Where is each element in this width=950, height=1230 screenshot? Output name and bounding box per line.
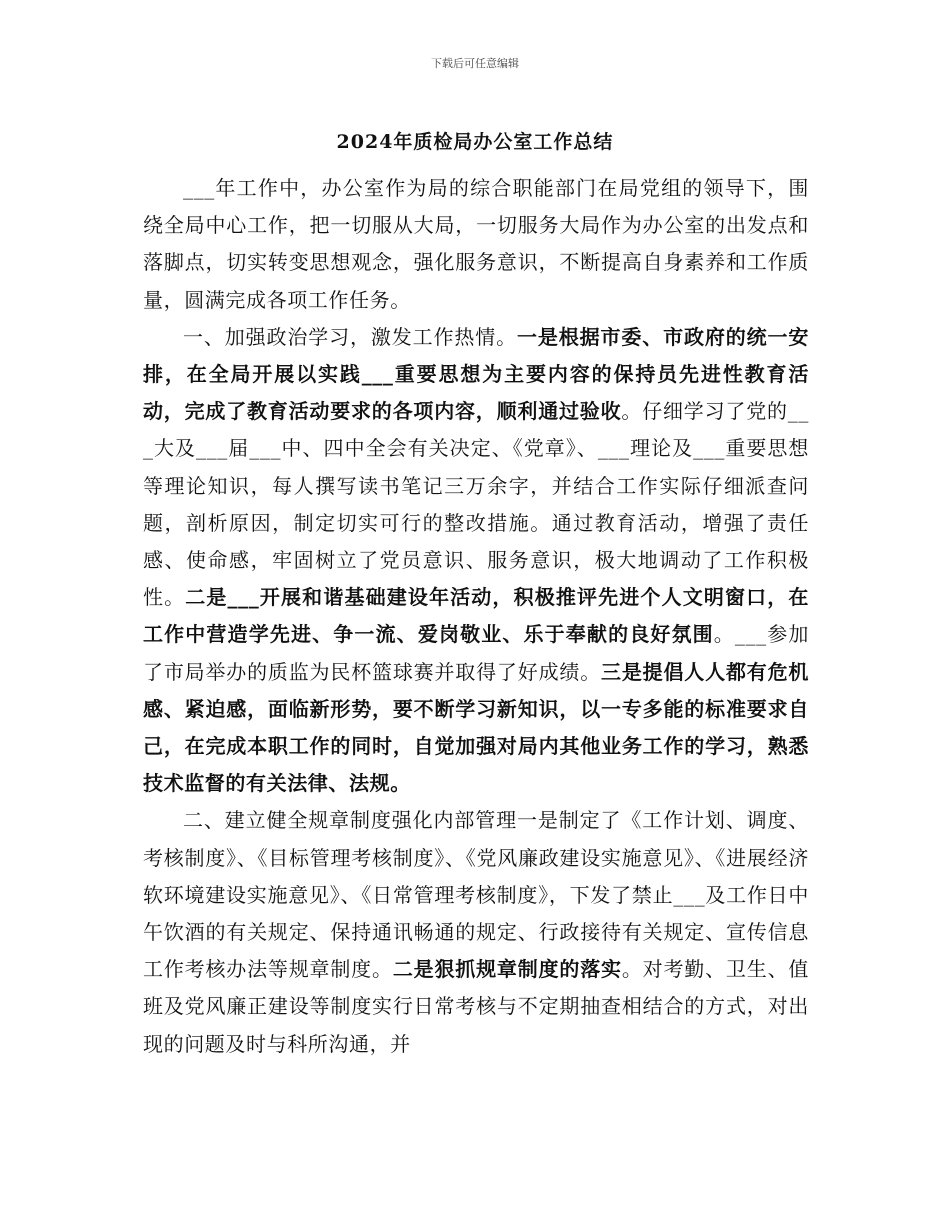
document-body bbox=[143, 170, 809, 1063]
paragraph-3 bbox=[143, 802, 809, 1062]
text-run: 一、加强政治学习，激发工作热情。 bbox=[183, 324, 518, 349]
paragraph-1 bbox=[143, 170, 809, 319]
text-run: 二、建立健全规章制度强化内部管理一是制定了《工作计划、调度、考核制度》、《目标管理考核制度》、《党风廉政建设实施意见》、《进展经济软环境建设实施意见》、《日常管理考核制度》，下发了禁止___及工作日中午饮酒的有关规定、保持通讯畅通的规定、行政接待有关规定、宣传信息工作考核办法等规章制度。 bbox=[143, 808, 809, 982]
text-run: 。___参加了市局举办的质监为民杯篮球赛并取得了好成绩。 bbox=[143, 622, 809, 684]
bold-text-run: 一是根据市委、市政府的统一安排，在全局开展以实践___重要思想为主要内容的保持员先进性教育活动，完成了教育活动要求的各项内容，顺利通过验收 bbox=[143, 324, 809, 424]
text-run: 。对考勤、卫生、值班及党风廉正建设等制度实行日常考核与不定期抽查相结合的方式，对出现的问题及时与科所沟通，并 bbox=[143, 957, 809, 1056]
bold-text-run: 三是提倡人人都有危机感、紧迫感，面临新形势，要不断学习新知识，以一专多能的标准要求自己，在完成本职工作的同时，自觉加强对局内其他业务工作的学习，熟悉技术监督的有关法律、法规。 bbox=[143, 659, 810, 796]
header-note: 下载后可任意编辑 bbox=[431, 57, 519, 70]
bold-text-run: 二是狠抓规章制度的落实 bbox=[392, 957, 622, 982]
text-run: ___年工作中，办公室作为局的综合职能部门在局党组的领导下，围绕全局中心工作，把一切服从大局，一切服务大局作为办公室的出发点和落脚点，切实转变思想观念，强化服务意识，不断提高自身素养和工作质量，圆满完成各项工作任务。 bbox=[143, 176, 809, 312]
bold-text-run: 二是___开展和谐基础建设年活动，积极推评先进个人文明窗口，在工作中营造学先进、争一流、爱岗敬业、乐于奉献的良好氛围 bbox=[143, 585, 809, 647]
text-run: 。仔细学习了党的___大及___届___中、四中全会有关决定、《党章》、___理论及___重要思想等理论知识，每人撰写读书笔记三万余字，并结合工作实际仔细派查问题，剖析原因，制定切实可行的整改措施。通过教育活动，增强了责任感、使命感，牢固树立了党员意识、服务意识，极大地调动了工作积极性。 bbox=[143, 399, 809, 610]
document-title: 2024年质检局办公室工作总结 bbox=[336, 131, 614, 153]
paragraph-2 bbox=[143, 319, 809, 803]
